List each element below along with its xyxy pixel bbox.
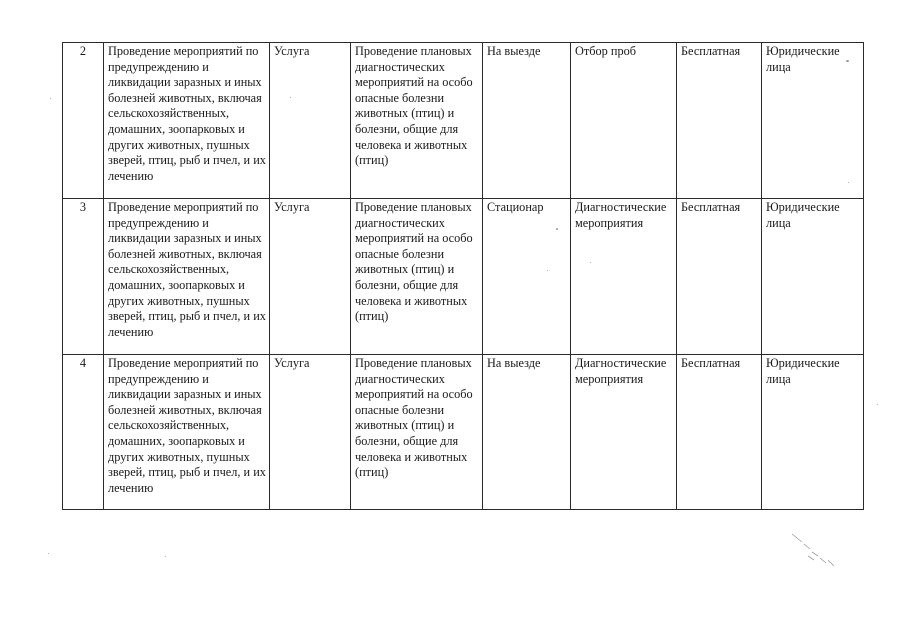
form-cell: Стационар: [483, 199, 571, 355]
cost-cell: Бесплатная: [677, 355, 762, 510]
form-cell: На выезде: [483, 355, 571, 510]
content-cell: Проведение плановых диагностических мероприятий на особо опасные болезни животных (птиц) и болезни, общие для человека и животных (птиц): [351, 199, 483, 355]
consumer-cell: Юридические лица: [762, 355, 864, 510]
row-number-cell: 3: [63, 199, 104, 355]
scan-speck: [846, 60, 849, 62]
scan-speck: [556, 228, 558, 230]
scan-speck: [48, 553, 49, 554]
table-row: [63, 199, 864, 355]
scan-speck: [165, 556, 166, 557]
scan-speck: [290, 97, 291, 98]
row-number-cell: 4: [63, 355, 104, 510]
kind-cell: Услуга: [270, 199, 351, 355]
scan-speck: [50, 98, 51, 99]
type-cell: Диагностические мероприятия: [571, 355, 677, 510]
cost-cell: Бесплатная: [677, 43, 762, 199]
activity-cell: Проведение мероприятий по предупреждению и ликвидации заразных и иных болезней животных, включая сельскохозяйственных, домашних, зоопарковых и других животных, пушных зверей, птиц, рыб и пчел, и их лечению: [104, 43, 270, 199]
type-cell: Отбор проб: [571, 43, 677, 199]
content-cell: Проведение плановых диагностических мероприятий на особо опасные болезни животных (птиц) и болезни, общие для человека и животных (птиц): [351, 355, 483, 510]
row-number-cell: 2: [63, 43, 104, 199]
consumer-cell: Юридические лица: [762, 199, 864, 355]
form-cell: На выезде: [483, 43, 571, 199]
consumer-cell: Юридические лица: [762, 43, 864, 199]
content-cell: Проведение плановых диагностических мероприятий на особо опасные болезни животных (птиц) и болезни, общие для человека и животных (птиц): [351, 43, 483, 199]
activity-cell: Проведение мероприятий по предупреждению и ликвидации заразных и иных болезней животных, включая сельскохозяйственных, домашних, зоопарковых и других животных, пушных зверей, птиц, рыб и пчел, и их лечению: [104, 355, 270, 510]
scan-speck: [877, 404, 878, 405]
table-row: [63, 43, 864, 199]
kind-cell: Услуга: [270, 43, 351, 199]
activity-cell: Проведение мероприятий по предупреждению и ликвидации заразных и иных болезней животных, включая сельскохозяйственных, домашних, зоопарковых и других животных, пушных зверей, птиц, рыб и пчел, и их лечению: [104, 199, 270, 355]
cost-cell: Бесплатная: [677, 199, 762, 355]
services-table: [62, 42, 864, 510]
table-row: [63, 355, 864, 510]
scan-corner-mark: [788, 530, 838, 570]
scan-speck: [547, 270, 548, 271]
scan-speck: [848, 182, 849, 183]
kind-cell: Услуга: [270, 355, 351, 510]
type-cell: Диагностические мероприятия: [571, 199, 677, 355]
scan-speck: [590, 262, 591, 263]
